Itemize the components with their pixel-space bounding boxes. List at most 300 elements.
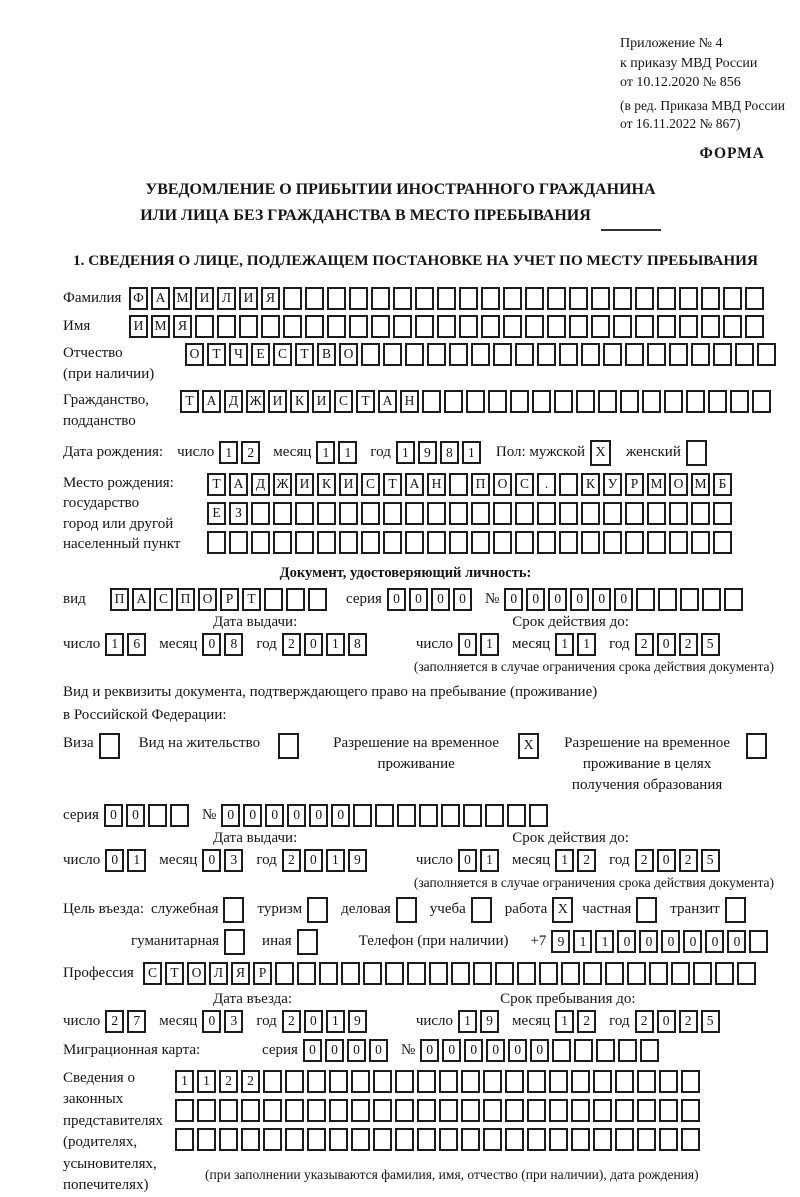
box-cell: Ж: [273, 473, 292, 496]
box-cell: [515, 531, 534, 554]
box-cell: [351, 1070, 370, 1093]
box-cell: 0: [442, 1039, 461, 1062]
box-cell: Р: [220, 588, 239, 611]
checkbox-humanitarian[interactable]: [224, 929, 248, 955]
checkbox-visa[interactable]: [99, 733, 123, 759]
number-label: №: [484, 590, 500, 607]
amendment-note: (в ред. Приказа МВД России от 16.11.2022 № 867): [620, 97, 785, 131]
entry-month-input[interactable]: [202, 1010, 246, 1033]
box-cell: 0: [530, 1039, 549, 1062]
box-cell: К: [290, 390, 309, 413]
box-cell: [593, 1070, 612, 1093]
box-cell: [197, 1099, 216, 1122]
box-cell: 9: [348, 1010, 367, 1033]
box-cell: 0: [304, 849, 323, 872]
representatives-block: [63, 1068, 788, 1197]
box-cell: [461, 1128, 480, 1151]
residence-issue-year-input[interactable]: [282, 849, 370, 872]
entry-day-input[interactable]: [105, 1010, 149, 1033]
box-cell: [383, 343, 402, 366]
box-cell: [515, 343, 534, 366]
box-cell: [493, 502, 512, 525]
box-cell: [229, 531, 248, 554]
profession-input[interactable]: [143, 962, 759, 985]
patronymic-row: [63, 343, 788, 385]
stay-month-input[interactable]: [555, 1010, 599, 1033]
box-cell: 2: [679, 633, 698, 656]
box-cell: [603, 343, 622, 366]
box-cell: 3: [224, 849, 243, 872]
box-cell: Е: [251, 343, 270, 366]
box-cell: [483, 1099, 502, 1122]
box-cell: [427, 502, 446, 525]
box-cell: 0: [548, 588, 567, 611]
doc-kind-label: вид: [63, 590, 86, 607]
box-cell: [686, 440, 707, 466]
box-cell: [702, 588, 721, 611]
box-cell: [649, 962, 668, 985]
residence-series-input[interactable]: [104, 804, 192, 827]
box-cell: [596, 1039, 615, 1062]
passport-series-input[interactable]: [387, 588, 475, 611]
box-cell: [507, 804, 526, 827]
box-cell: 0: [202, 849, 221, 872]
box-cell: [473, 962, 492, 985]
box-cell: А: [132, 588, 151, 611]
box-cell: [657, 315, 676, 338]
box-cell: [439, 1070, 458, 1093]
box-cell: 2: [577, 1010, 596, 1033]
box-cell: [361, 531, 380, 554]
box-cell: [505, 1128, 524, 1151]
passport-issue-month-input[interactable]: [202, 633, 246, 656]
checkbox-sex-female[interactable]: [686, 440, 710, 466]
checkbox-business[interactable]: [396, 897, 420, 923]
birth-place-row2-input[interactable]: [207, 502, 735, 525]
box-cell: .: [537, 473, 556, 496]
checkbox-private[interactable]: [636, 897, 660, 923]
box-cell: [613, 287, 632, 310]
entry-date-heading: Дата въезда:: [213, 990, 293, 1007]
box-cell: И: [268, 390, 287, 413]
appendix-line: Приложение № 4: [620, 36, 723, 51]
box-cell: [427, 531, 446, 554]
box-cell: 0: [104, 804, 123, 827]
migration-card-number-input[interactable]: [420, 1039, 662, 1062]
temp-residence-education-option: [556, 733, 770, 796]
box-cell: [669, 502, 688, 525]
box-cell: [603, 502, 622, 525]
box-cell: 1: [458, 1010, 477, 1033]
box-cell: [681, 1128, 700, 1151]
citizenship-row: [63, 390, 788, 432]
citizenship-input[interactable]: [180, 390, 774, 413]
box-cell: 0: [304, 633, 323, 656]
box-cell: [223, 897, 244, 923]
box-cell: [635, 287, 654, 310]
box-cell: [625, 531, 644, 554]
box-cell: X: [590, 440, 611, 466]
profession-row: [63, 962, 788, 985]
residence-expiry-day-input[interactable]: [458, 849, 502, 872]
box-cell: [427, 343, 446, 366]
passport-issue-year-input[interactable]: [282, 633, 370, 656]
box-cell: 0: [570, 588, 589, 611]
temp-residence-option: [322, 733, 542, 775]
box-cell: О: [185, 343, 204, 366]
birth-place-row1-input[interactable]: [207, 473, 735, 496]
box-cell: 0: [309, 804, 328, 827]
patronymic-input[interactable]: [185, 343, 779, 366]
box-cell: [385, 962, 404, 985]
box-cell: 0: [202, 633, 221, 656]
box-cell: [495, 962, 514, 985]
box-cell: [275, 962, 294, 985]
box-cell: [559, 343, 578, 366]
box-cell: [417, 1070, 436, 1093]
stay-year-input[interactable]: [635, 1010, 723, 1033]
series-label: серия: [63, 806, 99, 823]
passport-expiry-month-input[interactable]: [555, 633, 599, 656]
box-cell: [471, 531, 490, 554]
box-cell: П: [176, 588, 195, 611]
phone-input[interactable]: [551, 930, 771, 953]
box-cell: [419, 804, 438, 827]
box-cell: [681, 1070, 700, 1093]
box-cell: 0: [458, 633, 477, 656]
migration-card-series-input[interactable]: [303, 1039, 391, 1062]
sex-male-label: Пол: мужской: [495, 444, 586, 460]
box-cell: [481, 315, 500, 338]
box-cell: 2: [282, 633, 301, 656]
page-title: [63, 177, 738, 231]
box-cell: [537, 502, 556, 525]
box-cell: [251, 502, 270, 525]
box-cell: [383, 502, 402, 525]
box-cell: 0: [657, 633, 676, 656]
box-cell: [591, 287, 610, 310]
migration-card-row: [63, 1039, 788, 1062]
box-cell: [297, 929, 318, 955]
box-cell: [449, 473, 468, 496]
stay-day-input[interactable]: [458, 1010, 502, 1033]
box-cell: [483, 1070, 502, 1093]
checkbox-work[interactable]: [552, 897, 576, 923]
box-cell: [581, 531, 600, 554]
box-cell: [483, 1128, 502, 1151]
entry-year-input[interactable]: [282, 1010, 370, 1033]
box-cell: 1: [480, 849, 499, 872]
box-cell: Н: [427, 473, 446, 496]
box-cell: 1: [105, 633, 124, 656]
profession-label: Профессия: [63, 964, 134, 981]
box-cell: 0: [331, 804, 350, 827]
residence-issue-date-group: число 0 1 месяц 0 3 год 2 0 1 9: [63, 849, 370, 872]
box-cell: [620, 390, 639, 413]
box-cell: [636, 588, 655, 611]
representatives-row1-input[interactable]: [175, 1070, 713, 1093]
box-cell: 1: [197, 1070, 216, 1093]
box-cell: 9: [480, 1010, 499, 1033]
box-cell: [466, 390, 485, 413]
name-row: [63, 315, 788, 338]
box-cell: [285, 1070, 304, 1093]
box-cell: 1: [396, 441, 415, 464]
box-cell: [659, 1099, 678, 1122]
box-cell: [308, 588, 327, 611]
residence-date-headings: [63, 830, 788, 847]
box-cell: 5: [701, 849, 720, 872]
box-cell: [735, 343, 754, 366]
checkbox-sex-male[interactable]: [590, 440, 614, 466]
box-cell: [637, 1070, 656, 1093]
box-cell: 0: [303, 1039, 322, 1062]
box-cell: У: [603, 473, 622, 496]
box-cell: 1: [555, 1010, 574, 1033]
box-cell: А: [202, 390, 221, 413]
box-cell: 2: [635, 1010, 654, 1033]
form-label: ФОРМА: [699, 144, 765, 162]
birth-place-block: [63, 473, 788, 560]
residence-doc-options: [63, 733, 788, 796]
box-cell: [263, 1070, 282, 1093]
validity-note: (заполняется в случае ограничения срока действия документа): [413, 658, 774, 674]
box-cell: [219, 1128, 238, 1151]
box-cell: [353, 804, 372, 827]
residence-issue-month-input[interactable]: [202, 849, 246, 872]
residence-issue-day-input[interactable]: [105, 849, 149, 872]
box-cell: [375, 804, 394, 827]
box-cell: И: [295, 473, 314, 496]
box-cell: Д: [224, 390, 243, 413]
temp-residence-label: Разрешение на временное проживание: [333, 734, 500, 772]
box-cell: [574, 1039, 593, 1062]
box-cell: 0: [639, 930, 658, 953]
box-cell: [517, 962, 536, 985]
box-cell: В: [317, 343, 336, 366]
box-cell: 1: [326, 1010, 345, 1033]
box-cell: Л: [217, 287, 236, 310]
passport-expiry-year-input[interactable]: [635, 633, 723, 656]
box-cell: [569, 287, 588, 310]
checkbox-other[interactable]: [297, 929, 321, 955]
box-cell: [527, 1128, 546, 1151]
box-cell: С: [143, 962, 162, 985]
box-cell: [264, 588, 283, 611]
box-cell: [713, 343, 732, 366]
box-cell: 2: [219, 1070, 238, 1093]
box-cell: 2: [635, 849, 654, 872]
box-cell: Д: [251, 473, 270, 496]
box-cell: [329, 1099, 348, 1122]
box-cell: [459, 287, 478, 310]
box-cell: [415, 315, 434, 338]
box-cell: [441, 804, 460, 827]
box-cell: [395, 1070, 414, 1093]
box-cell: [724, 588, 743, 611]
box-cell: [539, 962, 558, 985]
box-cell: [363, 962, 382, 985]
box-cell: [549, 1099, 568, 1122]
box-cell: [417, 1128, 436, 1151]
box-cell: [439, 1099, 458, 1122]
box-cell: [485, 804, 504, 827]
box-cell: 2: [577, 849, 596, 872]
box-cell: 9: [551, 930, 570, 953]
box-cell: [351, 1128, 370, 1151]
entry-purpose-label: Цель въезда:: [63, 901, 144, 917]
box-cell: 2: [105, 1010, 124, 1033]
box-cell: [283, 287, 302, 310]
box-cell: [691, 531, 710, 554]
box-cell: [341, 962, 360, 985]
phone-label: Телефон (при наличии): [358, 933, 509, 949]
box-cell: М: [151, 315, 170, 338]
identity-doc-heading: Документ, удостоверяющий личность:: [279, 564, 532, 581]
box-cell: [195, 315, 214, 338]
box-cell: [217, 315, 236, 338]
residence-number-input[interactable]: [221, 804, 551, 827]
checkbox-residence-permit[interactable]: [278, 733, 302, 759]
birth-place-row3-input[interactable]: [207, 531, 735, 554]
box-cell: [505, 1099, 524, 1122]
visa-label: Виза: [63, 734, 94, 751]
box-cell: [559, 473, 578, 496]
box-cell: С: [334, 390, 353, 413]
box-cell: О: [669, 473, 688, 496]
box-cell: 1: [480, 633, 499, 656]
box-cell: [395, 1099, 414, 1122]
box-cell: [99, 733, 120, 759]
box-cell: [529, 804, 548, 827]
box-cell: 0: [705, 930, 724, 953]
box-cell: [637, 1099, 656, 1122]
name-label: Имя: [63, 317, 91, 334]
box-cell: [361, 343, 380, 366]
residence-doc-series-row: [63, 804, 788, 827]
box-cell: Т: [165, 962, 184, 985]
box-cell: 0: [265, 804, 284, 827]
box-cell: [658, 588, 677, 611]
box-cell: 0: [486, 1039, 505, 1062]
checkbox-official[interactable]: [223, 897, 247, 923]
box-cell: 1: [573, 930, 592, 953]
box-cell: [691, 502, 710, 525]
day-label: число: [177, 444, 215, 460]
box-cell: [693, 962, 712, 985]
box-cell: [525, 287, 544, 310]
box-cell: [681, 1099, 700, 1122]
checkbox-temp-residence-permit[interactable]: [518, 733, 542, 759]
box-cell: [437, 287, 456, 310]
box-cell: [361, 502, 380, 525]
box-cell: 0: [458, 849, 477, 872]
box-cell: [559, 502, 578, 525]
box-cell: [515, 502, 534, 525]
box-cell: [415, 287, 434, 310]
box-cell: 1: [219, 441, 238, 464]
representatives-note: (при заполнении указываются фамилия, имя, отчество (при наличии), дата рождения): [205, 1166, 699, 1182]
box-cell: 5: [701, 633, 720, 656]
box-cell: [569, 315, 588, 338]
box-cell: [351, 1099, 370, 1122]
box-cell: 0: [387, 588, 406, 611]
appendix-line: от 10.12.2020 № 856: [620, 75, 741, 90]
box-cell: 0: [614, 588, 633, 611]
box-cell: [554, 390, 573, 413]
box-cell: К: [581, 473, 600, 496]
temp-residence-education-label: Разрешение на временное проживание в целях получения образования: [564, 734, 731, 793]
appendix-line: к приказу МВД России: [620, 55, 758, 71]
box-cell: [349, 315, 368, 338]
doc-kind-input[interactable]: [110, 588, 330, 611]
residence-expiry-year-input[interactable]: [635, 849, 723, 872]
sex-female-label: женский: [626, 444, 681, 460]
box-cell: [745, 315, 764, 338]
box-cell: 1: [338, 441, 357, 464]
box-cell: [439, 1128, 458, 1151]
box-cell: 5: [701, 1010, 720, 1033]
birth-day-input[interactable]: [219, 441, 263, 464]
passport-expiry-day-input[interactable]: [458, 633, 502, 656]
box-cell: [537, 531, 556, 554]
box-cell: [393, 287, 412, 310]
box-cell: [307, 897, 328, 923]
representatives-row2-input[interactable]: [175, 1099, 713, 1122]
box-cell: [417, 1099, 436, 1122]
name-input[interactable]: [129, 315, 767, 338]
passport-issue-day-input[interactable]: [105, 633, 149, 656]
box-cell: [459, 315, 478, 338]
box-cell: [746, 733, 767, 759]
box-cell: [659, 1070, 678, 1093]
box-cell: [647, 502, 666, 525]
box-cell: [527, 1099, 546, 1122]
box-cell: [615, 1070, 634, 1093]
box-cell: [461, 1070, 480, 1093]
birth-place-inputs: [207, 473, 735, 560]
box-cell: [327, 287, 346, 310]
box-cell: М: [173, 287, 192, 310]
box-cell: 0: [657, 1010, 676, 1033]
box-cell: А: [405, 473, 424, 496]
box-cell: [319, 962, 338, 985]
representatives-row3-input[interactable]: [175, 1128, 713, 1151]
birth-year-input[interactable]: [396, 441, 484, 464]
box-cell: 1: [462, 441, 481, 464]
checkbox-study[interactable]: [471, 897, 495, 923]
checkbox-tourism[interactable]: [307, 897, 331, 923]
box-cell: [503, 315, 522, 338]
surname-input[interactable]: [129, 287, 767, 310]
checkbox-temp-residence-education[interactable]: [746, 733, 770, 759]
birth-month-input[interactable]: [316, 441, 360, 464]
box-cell: [339, 502, 358, 525]
box-cell: [505, 1070, 524, 1093]
box-cell: [605, 962, 624, 985]
box-cell: [708, 390, 727, 413]
checkbox-transit[interactable]: [725, 897, 749, 923]
box-cell: [664, 390, 683, 413]
box-cell: [725, 897, 746, 923]
residence-expiry-month-input[interactable]: [555, 849, 599, 872]
passport-number-input[interactable]: [504, 588, 746, 611]
box-cell: [444, 390, 463, 413]
birth-date-row: [63, 440, 788, 466]
box-cell: Ф: [129, 287, 148, 310]
box-cell: [715, 962, 734, 985]
box-cell: [637, 1128, 656, 1151]
